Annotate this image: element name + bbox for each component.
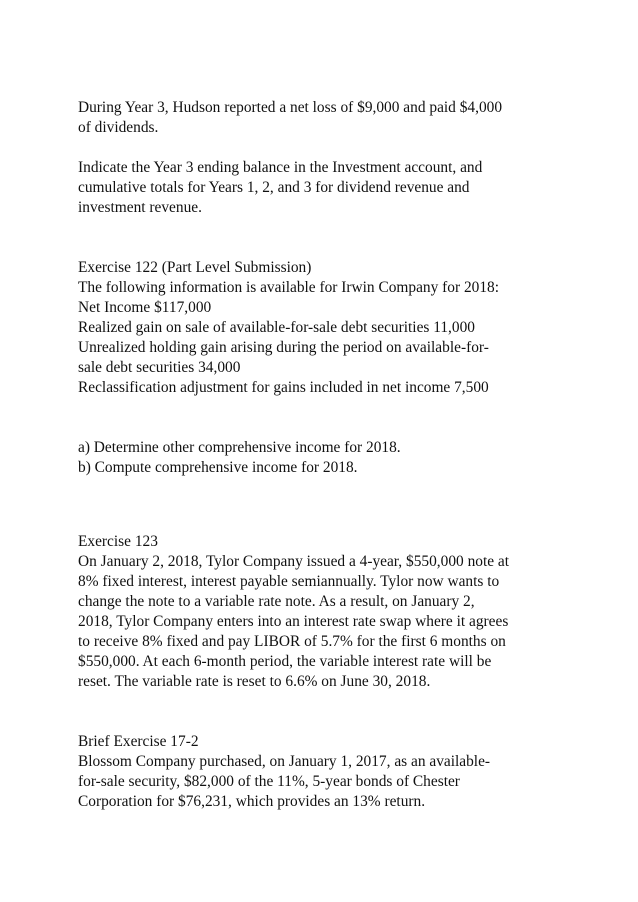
exercise-123-title: Exercise 123 (78, 533, 158, 550)
hudson-intro-paragraph (78, 98, 578, 138)
text-line: change the note to a variable rate note. As a result, on January 2, (78, 593, 475, 610)
exercise-123-section (78, 532, 578, 692)
exercise-122-title: Exercise 122 (Part Level Submission) (78, 259, 312, 276)
text-line: investment revenue. (78, 199, 202, 216)
exercise-122-questions (78, 438, 578, 478)
hudson-question-paragraph (78, 158, 578, 218)
text-line: 8% fixed interest, interest payable semiannually. Tylor now wants to (78, 573, 500, 590)
text-line: cumulative totals for Years 1, 2, and 3 for dividend revenue and (78, 179, 470, 196)
text-line: of dividends. (78, 119, 159, 136)
question-a: a) Determine other comprehensive income for 2018. (78, 439, 401, 456)
document-page (78, 98, 578, 812)
exercise-122-section (78, 258, 578, 398)
text-line: $550,000. At each 6-month period, the variable interest rate will be (78, 653, 492, 670)
text-line: Corporation for $76,231, which provides an 13% return. (78, 793, 426, 810)
text-line: for-sale security, $82,000 of the 11%, 5-year bonds of Chester (78, 773, 460, 790)
text-line: Reclassification adjustment for gains included in net income 7,500 (78, 379, 489, 396)
text-line: 2018, Tylor Company enters into an interest rate swap where it agrees (78, 613, 509, 630)
text-line: Unrealized holding gain arising during the period on available-for- (78, 339, 489, 356)
text-line: to receive 8% fixed and pay LIBOR of 5.7% for the first 6 months on (78, 633, 506, 650)
text-line: During Year 3, Hudson reported a net loss of $9,000 and paid $4,000 (78, 99, 503, 116)
text-line: Blossom Company purchased, on January 1, 2017, as an available- (78, 753, 491, 770)
text-line: Net Income $117,000 (78, 299, 212, 316)
text-line: The following information is available for Irwin Company for 2018: (78, 279, 500, 296)
question-b: b) Compute comprehensive income for 2018. (78, 459, 358, 476)
text-line: Indicate the Year 3 ending balance in the Investment account, and (78, 159, 483, 176)
brief-exercise-17-2-section (78, 732, 578, 812)
text-line: reset. The variable rate is reset to 6.6% on June 30, 2018. (78, 673, 431, 690)
text-line: Realized gain on sale of available-for-sale debt securities 11,000 (78, 319, 475, 336)
brief-exercise-17-2-title: Brief Exercise 17-2 (78, 733, 199, 750)
text-line: sale debt securities 34,000 (78, 359, 241, 376)
text-line: On January 2, 2018, Tylor Company issued a 4-year, $550,000 note at (78, 553, 510, 570)
